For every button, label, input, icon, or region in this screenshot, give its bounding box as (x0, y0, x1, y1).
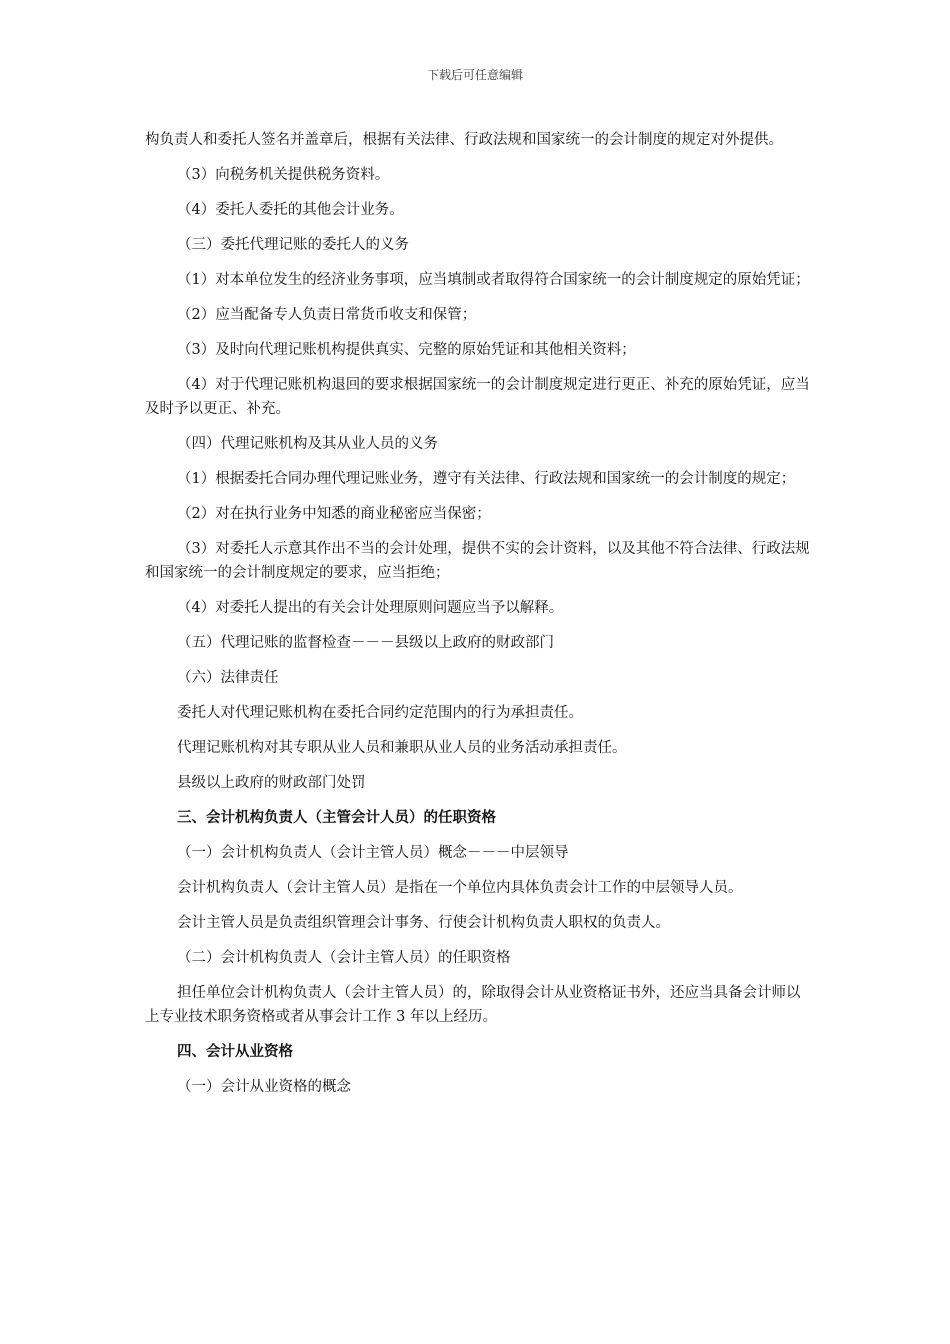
section-heading-3: （三）委托代理记账的委托人的义务 (177, 237, 409, 253)
section-heading-6: （六）法律责任 (177, 670, 279, 686)
subsection-heading-1: （一）会计机构负责人（会计主管人员）概念－－－中层领导 (177, 845, 569, 861)
paragraph-13: （4）对委托人提出的有关会计处理原则问题应当予以解释。 (177, 600, 564, 616)
section-heading-4: （四）代理记账机构及其从业人员的义务 (177, 436, 438, 452)
paragraph-6: （2）应当配备专人负责日常货币收支和保管； (177, 307, 477, 323)
subsection-heading-4-1: （一）会计从业资格的概念 (177, 1079, 351, 1095)
paragraph-11: （2）对在执行业务中知悉的商业秘密应当保密； (177, 506, 491, 522)
paragraph-1: 构负责人和委托人签名并盖章后，根据有关法律、行政法规和国家统一的会计制度的规定对外提供。 (145, 132, 783, 148)
document-body (145, 128, 810, 1110)
paragraph-16: 委托人对代理记账机构在委托合同约定范围内的行为承担责任。 (177, 705, 583, 721)
paragraph-22: 会计主管人员是负责组织管理会计事务、行使会计机构负责人职权的负责人。 (177, 915, 670, 931)
subsection-heading-2: （二）会计机构负责人（会计主管人员）的任职资格 (177, 950, 511, 966)
paragraph-24: 担任单位会计机构负责人（会计主管人员）的，除取得会计从业资格证书外，还应当具备会计师以上专业技术职务资格或者从事会计工作 3 年以上经历。 (145, 985, 801, 1025)
paragraph-10: （1）根据委托合同办理代理记账业务，遵守有关法律、行政法规和国家统一的会计制度的规定； (177, 471, 796, 487)
paragraph-12: （3）对委托人示意其作出不当的会计处理，提供不实的会计资料，以及其他不符合法律、行政法规和国家统一的会计制度规定的要求，应当拒绝； (145, 541, 810, 581)
paragraph-2: （3）向税务机关提供税务资料。 (177, 167, 390, 183)
chapter-heading-4: 四、会计从业资格 (177, 1043, 293, 1060)
paragraph-21: 会计机构负责人（会计主管人员）是指在一个单位内具体负责会计工作的中层领导人员。 (177, 880, 743, 896)
paragraph-7: （3）及时向代理记账机构提供真实、完整的原始凭证和其他相关资料； (177, 342, 636, 358)
section-heading-5: （五）代理记账的监督检查－－－县级以上政府的财政部门 (177, 635, 554, 651)
chapter-heading-3: 三、会计机构负责人（主管会计人员）的任职资格 (177, 809, 496, 826)
paragraph-3: （4）委托人委托的其他会计业务。 (177, 202, 404, 218)
page-header: 下载后可任意编辑 (426, 68, 523, 82)
paragraph-17: 代理记账机构对其专职从业人员和兼职从业人员的业务活动承担责任。 (177, 740, 627, 756)
paragraph-18: 县级以上政府的财政部门处罚 (177, 775, 366, 791)
paragraph-8: （4）对于代理记账机构退回的要求根据国家统一的会计制度规定进行更正、补充的原始凭证，应当及时予以更正、补充。 (145, 377, 810, 417)
paragraph-5: （1）对本单位发生的经济业务事项，应当填制或者取得符合国家统一的会计制度规定的原始凭证； (177, 272, 810, 288)
